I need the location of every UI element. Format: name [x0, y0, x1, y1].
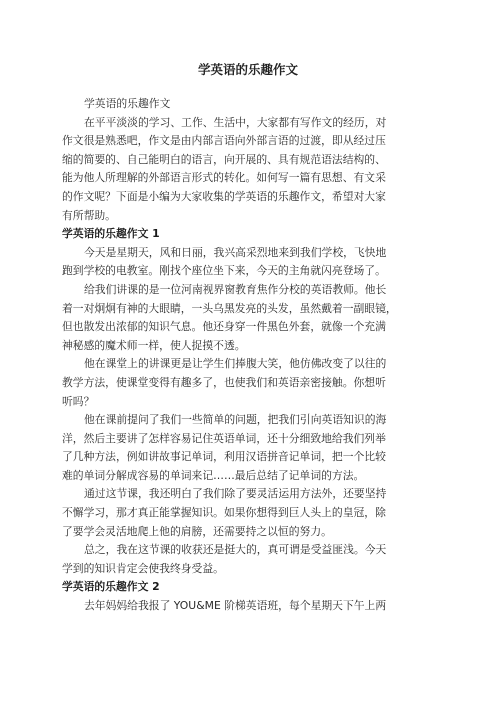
text-line: 但也散发出浓郁的知识气息。他还身穿一件黑色外套，就像一个充满 [62, 320, 386, 334]
text-line: 洋，然后主要讲了怎样容易记住英语单词，还十分细致地给我们列举 [62, 431, 386, 445]
document-title: 学英语的乐趣作文 [197, 62, 298, 77]
text-line: 能为他人所理解的外部语言形式的转化。如何写一篇有思想、有文采 [62, 171, 386, 185]
text-line: 听吗？ [62, 394, 95, 408]
text-line: 了几种方法，例如讲故事记单词，利用汉语拼音记单词，把一个比较 [62, 450, 386, 464]
text-line: 通过这节课，我还明白了我们除了要灵活运用方法外，还要坚持 [84, 487, 387, 501]
text-line: 在平平淡淡的学习、工作、生活中，大家都有写作文的经历，对 [84, 115, 387, 129]
document-body [62, 95, 442, 616]
text-line: 神秘感的魔术师一样，使人捉摸不透。 [62, 338, 246, 352]
text-line: 缩的简要的、自己能明白的语言，向开展的、具有规范语法结构的、 [62, 152, 386, 166]
text-line: 了要学会灵活地爬上他的肩膀，还需要持之以恒的努力。 [62, 524, 332, 538]
text-line: 有所帮助。 [62, 208, 116, 222]
text-line: 着一对炯炯有神的大眼睛，一头乌黑发亮的头发，虽然戴着一副眼镜， [62, 301, 397, 315]
text-line: 他在课堂上的讲课更是让学生们捧腹大笑，他仿佛改变了以往的 [84, 357, 387, 371]
text-line: 今天是星期天，风和日丽，我兴高采烈地来到我们学校，飞快地 [84, 245, 387, 259]
text-line: 不懈学习，那才真正能掌握知识。如果你想得到巨人头上的皇冠，除 [62, 506, 386, 520]
text-line: 总之，我在这节课的收获还是挺大的，真可谓是受益匪浅。今天 [84, 543, 387, 557]
text-line: 他在课前提问了我们一些简单的问题，把我们引向英语知识的海 [84, 413, 387, 427]
text-line: 给我们讲课的是一位河南视界窗教育焦作分校的英语教师。他长 [84, 282, 387, 296]
section-heading: 学英语的乐趣作文 2 [62, 580, 160, 594]
text-line: 跑到学校的电教室。刚找个座位坐下来，今天的主角就闪亮登场了。 [62, 264, 386, 278]
section-heading: 学英语的乐趣作文 1 [62, 227, 160, 241]
text-line: 难的单词分解成容易的单词来记……最后总结了记单词的方法。 [62, 468, 365, 482]
text-line: 去年妈妈给我报了 YOU&ME 阶梯英语班，每个星期天下午上两 [84, 599, 387, 613]
text-line: 的作文呢？下面是小编为大家收集的学英语的乐趣作文，希望对大家 [62, 189, 386, 203]
text-line: 学到的知识肯定会使我终身受益。 [62, 561, 224, 575]
text-line: 作文很是熟悉吧，作文是由内部言语向外部言语的过渡，即从经过压 [62, 134, 386, 148]
text-line: 教学方法，使课堂变得有趣多了，也使我们和英语亲密接触。你想听 [62, 375, 386, 389]
text-line: 学英语的乐趣作文 [84, 97, 171, 110]
